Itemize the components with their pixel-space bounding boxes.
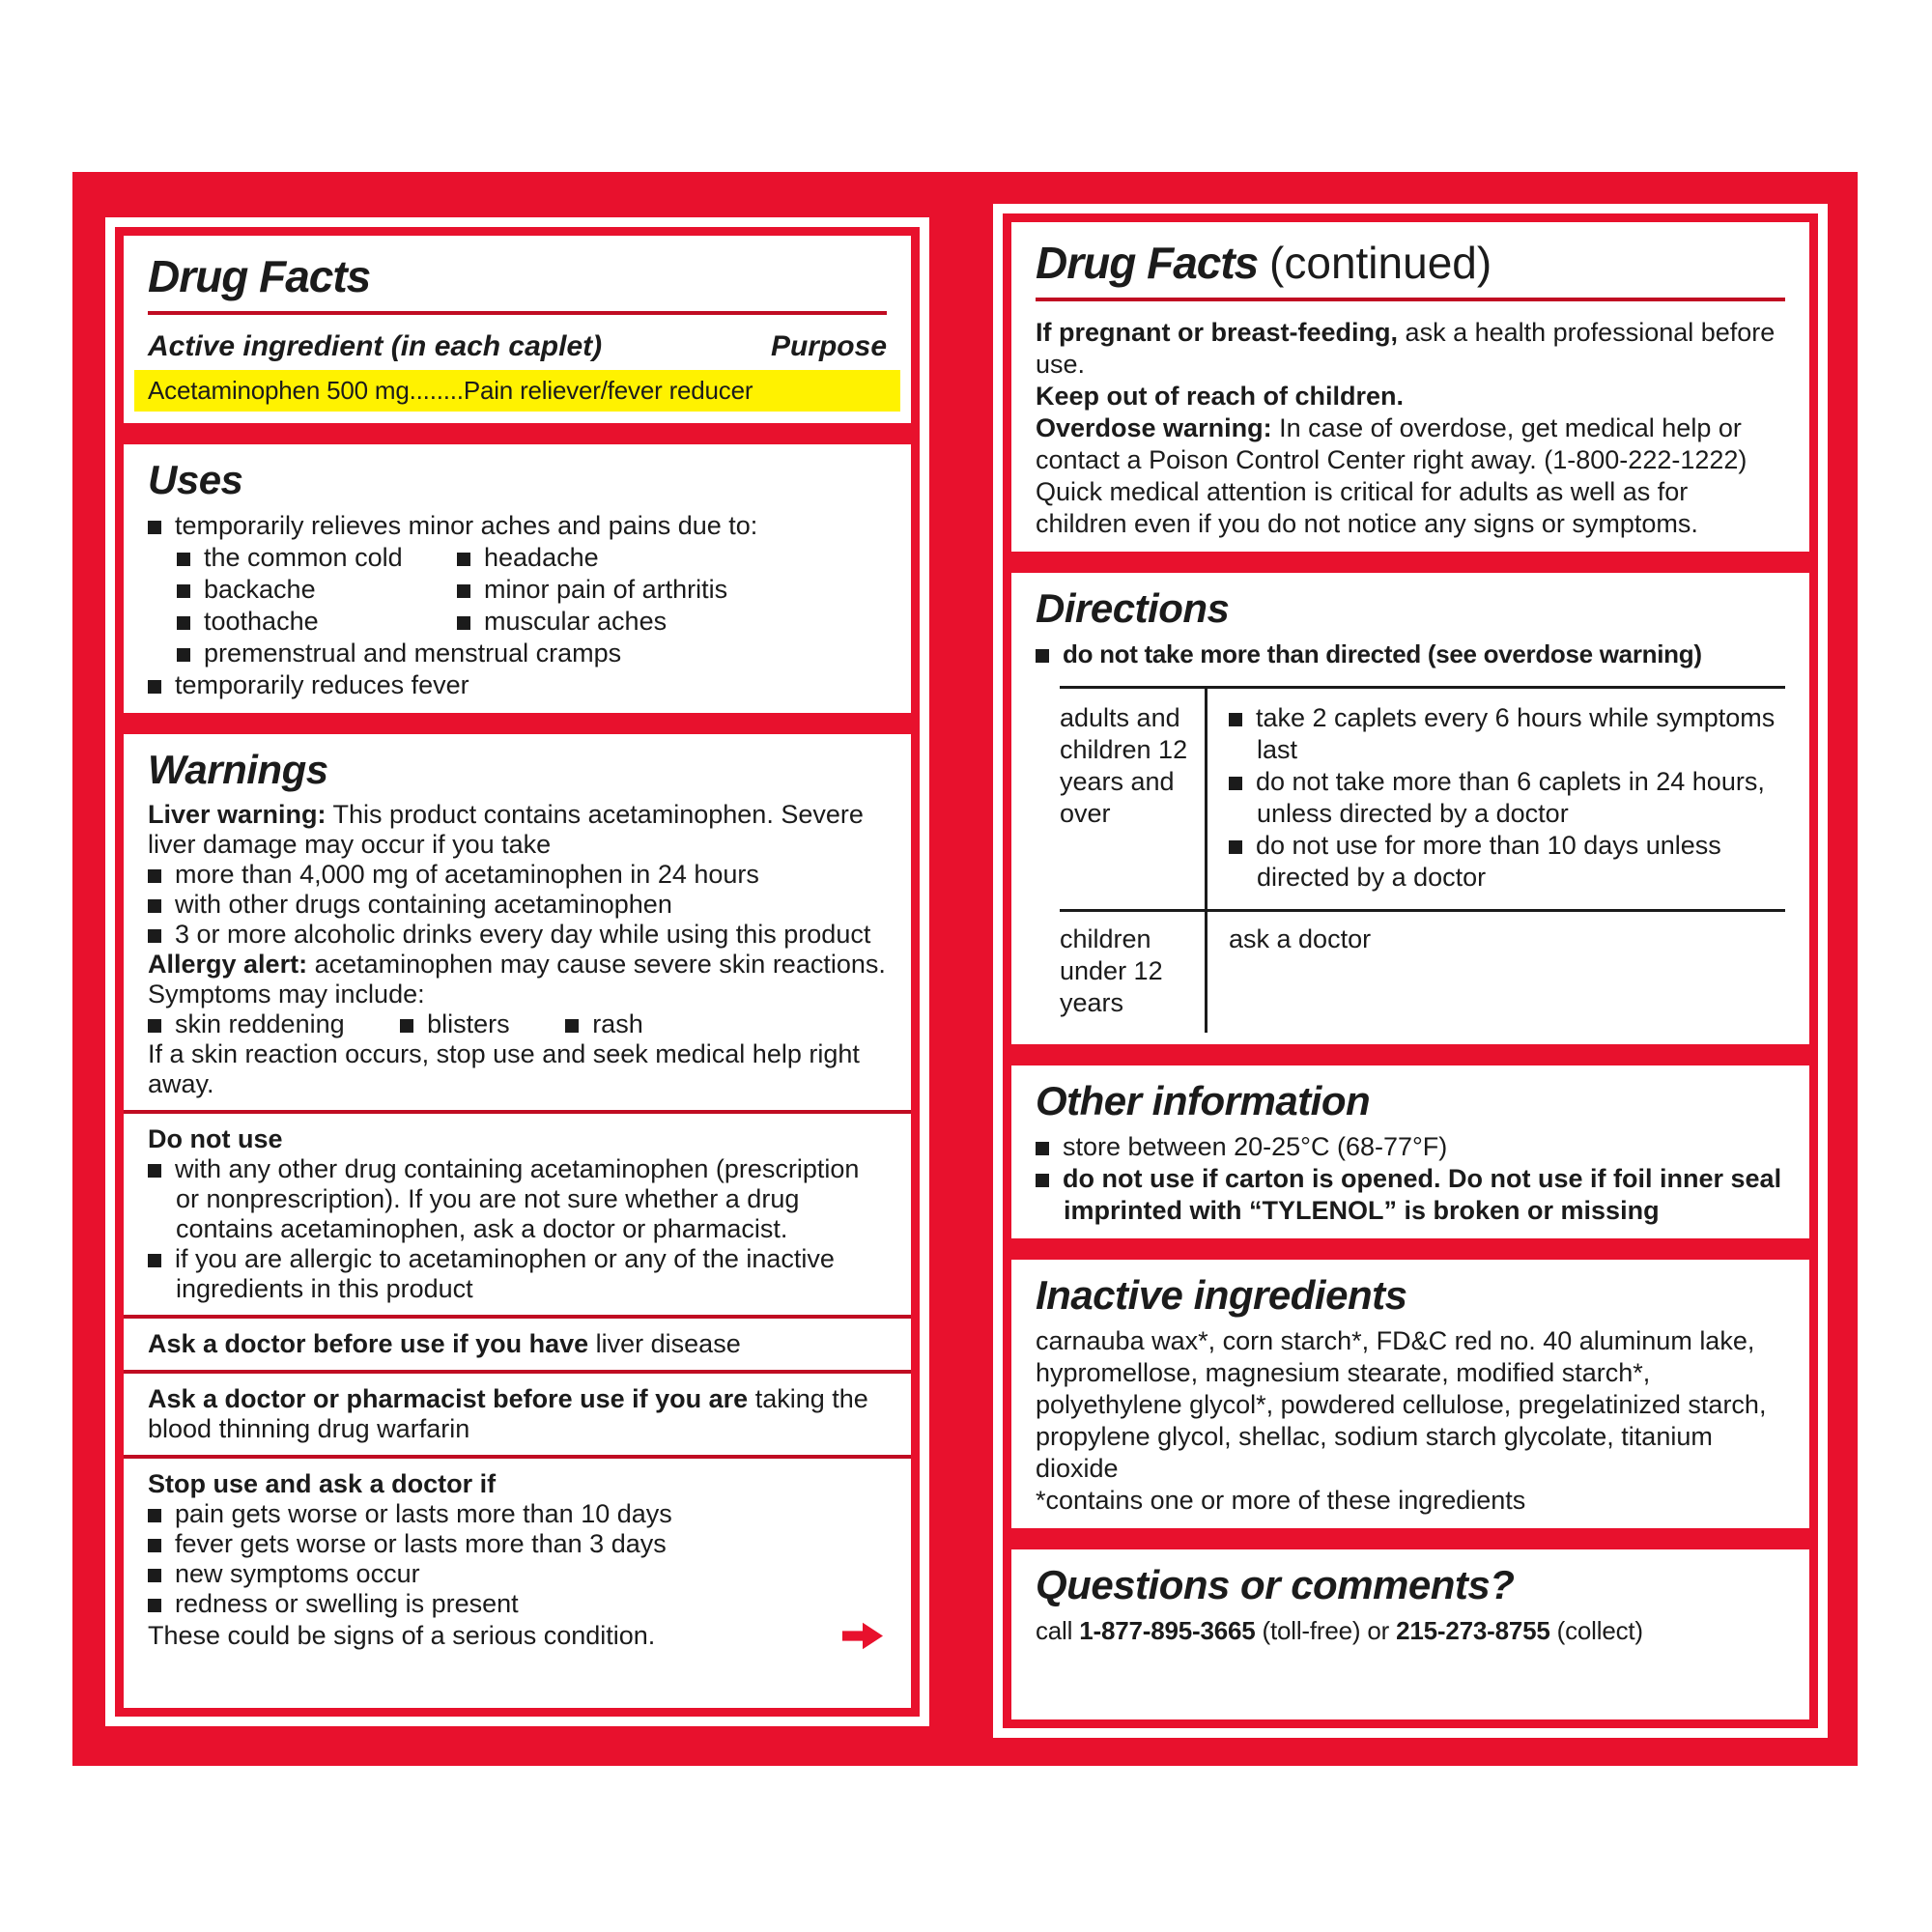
uses-title: Uses — [148, 457, 243, 502]
bullet-square-icon — [1229, 713, 1242, 726]
continue-arrow-icon — [842, 1622, 883, 1651]
pregnant-paragraph: If pregnant or breast-feeding, ask a health professional before use. — [1036, 318, 1776, 379]
directions-row-children — [1060, 909, 1785, 1033]
symptom-item: blisters — [400, 1009, 510, 1039]
bullet-square-icon — [177, 648, 190, 662]
title-rule — [1036, 298, 1785, 301]
section-rule — [124, 1315, 911, 1319]
do-not-use-bullet: with any other drug containing acetaminophen (prescription or nonprescription). If you are not sure whether a drug contains acetaminophen, ask a doctor or pharmacist. — [148, 1154, 887, 1244]
directions-instructions — [1205, 689, 1785, 909]
bullet-square-icon — [400, 1019, 413, 1033]
stop-use-bullet: fever gets worse or lasts more than 3 days — [148, 1529, 887, 1559]
bullet-square-icon — [457, 553, 470, 566]
liver-bullet: more than 4,000 mg of acetaminophen in 24 hours — [148, 860, 887, 890]
collect-number: 215-273-8755 — [1396, 1616, 1550, 1645]
warnings-title: Warnings — [148, 747, 328, 792]
symptom-row — [148, 1009, 887, 1039]
active-ingredient-highlight: Acetaminophen 500 mg........Pain reliever/fever reducer — [134, 370, 900, 412]
directions-table — [1060, 686, 1785, 1033]
skin-reaction-note: If a skin reaction occurs, stop use and seek medical help right away. — [148, 1039, 860, 1098]
questions-box — [1011, 1549, 1809, 1719]
bullet-square-icon — [148, 1254, 161, 1267]
stop-use-bullet: pain gets worse or lasts more than 10 days — [148, 1499, 887, 1529]
bullet-square-icon — [148, 680, 161, 694]
uses-last-bullet: temporarily reduces fever — [148, 669, 887, 701]
serious-condition-row — [148, 1621, 887, 1651]
bullet-square-icon — [1229, 840, 1242, 854]
uses-item: the common cold — [177, 542, 457, 574]
directions-bullet: do not use for more than 10 days unless directed by a doctor — [1229, 830, 1785, 894]
overdose-warning-paragraph: Overdose warning: In case of overdose, get medical help or contact a Poison Control Center right away. (1-800-222-1222) Quick medical attention is critical for adults as well as for children even if you do not notice any signs or symptoms. — [1036, 413, 1747, 538]
uses-lead-text: temporarily relieves minor aches and pains due to: — [175, 511, 758, 540]
title-rule — [148, 311, 887, 315]
section-rule — [124, 1370, 911, 1374]
stop-use-bullet: redness or swelling is present — [148, 1589, 887, 1619]
symptom-item: skin reddening — [148, 1009, 345, 1039]
stop-use-bullet: new symptoms occur — [148, 1559, 887, 1589]
allergy-alert-lead: Allergy alert: — [148, 950, 308, 979]
directions-age-group: children under 12 years — [1060, 924, 1163, 1017]
section-rule — [124, 1455, 911, 1459]
active-ingredient-row — [148, 330, 887, 362]
bullet-square-icon — [457, 584, 470, 598]
uses-item: backache — [177, 574, 457, 606]
questions-call-line: call 1-877-895-3665 (toll-free) or 215-273-8755 (collect) — [1036, 1616, 1643, 1645]
bullet-square-icon — [565, 1019, 579, 1033]
liver-warning-lead: Liver warning: — [148, 800, 327, 829]
bullet-square-icon — [1036, 1142, 1049, 1155]
bullet-square-icon — [1229, 777, 1242, 790]
directions-lead-bullet: do not take more than directed (see overdose warning) — [1036, 639, 1785, 670]
liver-bullet: with other drugs containing acetaminophen — [148, 890, 887, 920]
directions-box — [1011, 573, 1809, 1044]
allergy-alert-paragraph: Allergy alert: acetaminophen may cause severe skin reactions. Symptoms may include: — [148, 950, 886, 1009]
bullet-square-icon — [148, 1509, 161, 1522]
questions-title: Questions or comments? — [1036, 1562, 1515, 1607]
stop-use-heading: Stop use and ask a doctor if — [148, 1469, 497, 1498]
bullet-square-icon — [177, 584, 190, 598]
bullet-square-icon — [148, 1019, 161, 1033]
symptom-item: rash — [565, 1009, 643, 1039]
right-header-box — [1011, 222, 1809, 552]
uses-item: toothache — [177, 606, 457, 638]
directions-instructions: ask a doctor — [1205, 912, 1785, 1033]
bullet-square-icon — [1036, 649, 1049, 663]
panel-right — [993, 204, 1828, 1738]
bullet-square-icon — [148, 1164, 161, 1178]
directions-bullet: take 2 caplets every 6 hours while symptoms last — [1229, 702, 1785, 766]
directions-row-adults — [1060, 689, 1785, 909]
directions-bullet: do not take more than 6 caplets in 24 hours, unless directed by a doctor — [1229, 766, 1785, 830]
purpose-heading: Purpose — [770, 330, 887, 362]
bullet-square-icon — [148, 521, 161, 534]
uses-lead-bullet — [148, 510, 887, 542]
do-not-use-bullet: if you are allergic to acetaminophen or any of the inactive ingredients in this product — [148, 1244, 887, 1304]
uses-box — [124, 444, 911, 713]
bullet-square-icon — [148, 1539, 161, 1552]
drug-facts-continued-title: Drug Facts (continued) — [1036, 238, 1492, 288]
liver-warning-paragraph: Liver warning: This product contains acetaminophen. Severe liver damage may occur if you take — [148, 800, 864, 859]
liver-bullet: 3 or more alcoholic drinks every day while using this product — [148, 920, 887, 950]
uses-item: headache — [457, 542, 887, 574]
bullet-square-icon — [148, 929, 161, 943]
left-header-box — [124, 236, 911, 423]
bullet-square-icon — [1036, 1174, 1049, 1187]
directions-age-group: adults and children 12 years and over — [1060, 703, 1188, 828]
bullet-square-icon — [148, 1569, 161, 1582]
bullet-square-icon — [148, 869, 161, 883]
inactive-ingredients-title: Inactive ingredients — [1036, 1272, 1407, 1318]
keep-out-of-reach-note: Keep out of reach of children. — [1036, 382, 1405, 411]
uses-item: minor pain of arthritis — [457, 574, 887, 606]
inactive-ingredients-note: *contains one or more of these ingredients — [1036, 1486, 1526, 1515]
serious-condition-note: These could be signs of a serious condition. — [148, 1621, 656, 1650]
continued-label: (continued) — [1269, 238, 1492, 288]
bullet-square-icon — [457, 616, 470, 630]
uses-item-wide: premenstrual and menstrual cramps — [177, 638, 887, 669]
other-info-bullet: store between 20-25°C (68-77°F) — [1036, 1131, 1785, 1163]
section-rule — [124, 1110, 911, 1114]
inactive-ingredients-box — [1011, 1260, 1809, 1528]
other-information-box — [1011, 1065, 1809, 1238]
other-information-title: Other information — [1036, 1078, 1371, 1123]
panel-left — [105, 217, 929, 1726]
warnings-box — [124, 734, 911, 1708]
bullet-square-icon — [177, 553, 190, 566]
bullet-square-icon — [148, 1599, 161, 1612]
ask-doctor-paragraph: Ask a doctor before use if you have liver disease — [148, 1329, 741, 1358]
bullet-square-icon — [177, 616, 190, 630]
do-not-use-heading: Do not use — [148, 1124, 283, 1153]
uses-grid — [177, 542, 887, 638]
inactive-ingredients-text: carnauba wax*, corn starch*, FD&C red no. 40 aluminum lake, hypromellose, magnesium stearate, modified starch*, polyethylene glycol*, powdered cellulose, pregelatinized starch, propylene glycol, shellac, sodium starch glycolate, titanium dioxide — [1036, 1326, 1767, 1483]
toll-free-number: 1-877-895-3665 — [1079, 1616, 1256, 1645]
active-ingredient-heading: Active ingredient (in each caplet) — [148, 330, 603, 362]
uses-sublist — [148, 542, 887, 669]
drug-facts-title: Drug Facts — [148, 251, 371, 301]
bullet-square-icon — [148, 899, 161, 913]
ask-pharmacist-paragraph: Ask a doctor or pharmacist before use if you are taking the blood thinning drug warfarin — [148, 1384, 868, 1443]
uses-item: muscular aches — [457, 606, 887, 638]
directions-title: Directions — [1036, 585, 1230, 631]
label-background — [72, 172, 1858, 1766]
other-info-bullet: do not use if carton is opened. Do not use if foil inner seal imprinted with “TYLENOL” is broken or missing — [1036, 1163, 1785, 1227]
